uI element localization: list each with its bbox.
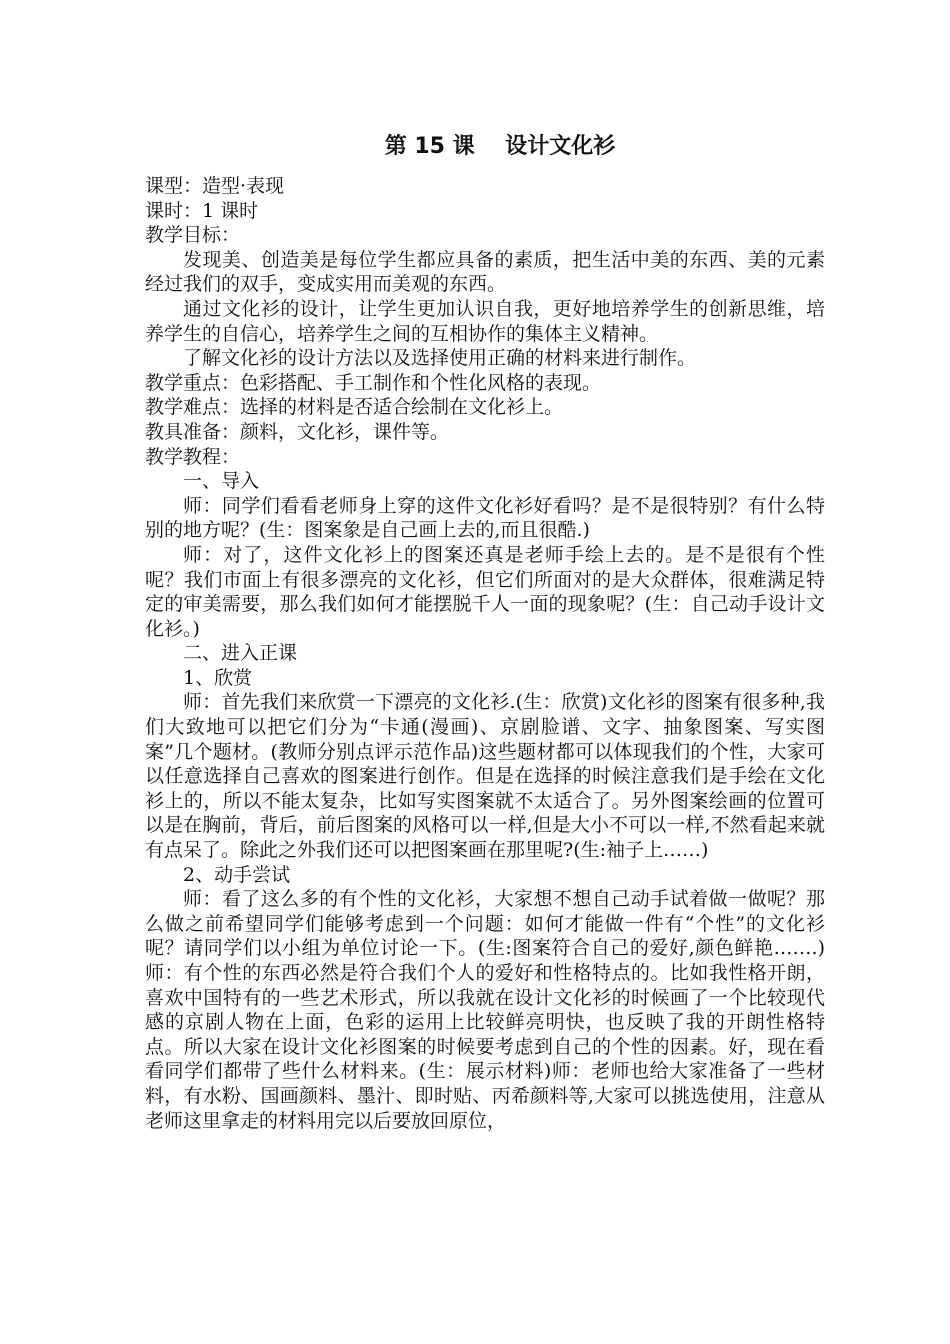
lesson-title: 第 15 课 设计文化衫 — [384, 134, 616, 159]
section-heading-intro: 一、导入 — [183, 470, 260, 493]
key-points: 教学重点：色彩搭配、手工制作和个性化风格的表现。 — [145, 371, 602, 394]
objective-paragraph: 了解文化衫的设计方法以及选择使用正确的材料来进行制作。 — [183, 347, 697, 370]
class-hours: 课时：1 课时 — [145, 199, 259, 222]
section-paragraph: 师：首先我们来欣赏一下漂亮的文化衫.(生：欣赏)文化衫的图案有很多种,我们大致地可以把它们分为“卡通(漫画)、京剧脸谱、文字、抽象图案、写实图案”几个题材。(教师分别点评示范作品)这些题材都可以体现我们的个性，大家可以任意选择自己喜欢的图案进行创作。但是在选择的时候注意我们是手绘在文化衫上的，所以不能太复杂，比如写实图案就不太适合了。另外图案绘画的位置可以是在胸前，背后，前后图案的风格可以一样,但是大小不可以一样,不然看起来就有点呆了。除此之外我们还可以把图案画在那里呢?(生:袖子上……) — [145, 691, 825, 862]
section-heading-main: 二、进入正课 — [183, 642, 298, 665]
section-paragraph: 师：看了这么多的有个性的文化衫，大家想不想自己动手试着做一做呢？那么做之前希望同学们能够考虑到一个问题：如何才能做一件有“个性”的文化衫呢？请同学们以小组为单位讨论一下。(生:图案符合自己的爱好,颜色鲜艳…….)师：有个性的东西必然是符合我们个人的爱好和性格特点的。比如我性格开朗，喜欢中国特有的一些艺术形式，所以我就在设计文化衫的时候画了一个比较现代感的京剧人物在上面，色彩的运用上比较鲜亮明快，也反映了我的开朗性格特点。所以大家在设计文化衫图案的时候要考虑到自己的个性的因素。好，现在看看同学们都带了些什么材料来。(生：展示材料)师：老师也给大家准备了一些材料，有水粉、国画颜料、墨汁、即时贴、丙希颜料等,大家可以挑选使用，注意从老师这里拿走的材料用完以后要放回原位， — [145, 888, 825, 1132]
lesson-type: 课型：造型·表现 — [145, 175, 285, 197]
objective-paragraph: 通过文化衫的设计，让学生更加认识自我，更好地培养学生的创新思维，培养学生的自信心，培养学生之间的互相协作的集体主义精神。 — [145, 297, 825, 345]
objective-paragraph: 发现美、创造美是每位学生都应具备的素质，把生活中美的东西、美的元素经过我们的双手，变成实用而美观的东西。 — [145, 248, 825, 296]
subsection-heading-practice: 2、动手尝试 — [183, 863, 291, 886]
materials: 教具准备：颜料，文化衫，课件等。 — [145, 420, 450, 443]
document-body — [145, 130, 825, 1133]
difficulties: 教学难点：选择的材料是否适合绘制在文化衫上。 — [145, 396, 564, 419]
section-paragraph: 师：对了，这件文化衫上的图案还真是老师手绘上去的。是不是很有个性呢？我们市面上有很多漂亮的文化衫，但它们所面对的是大众群体，很难满足特定的审美需要，那么我们如何才能摆脱千人一面的现象呢？(生：自己动手设计文化衫。) — [145, 543, 825, 640]
subsection-heading-appreciate: 1、欣赏 — [183, 666, 253, 689]
objectives-label: 教学目标： — [145, 224, 241, 247]
process-label: 教学教程： — [145, 445, 241, 468]
section-paragraph: 师：同学们看看老师身上穿的这件文化衫好看吗？是不是很特别？有什么特别的地方呢？(生：图案象是自己画上去的,而且很酷.) — [145, 494, 825, 542]
